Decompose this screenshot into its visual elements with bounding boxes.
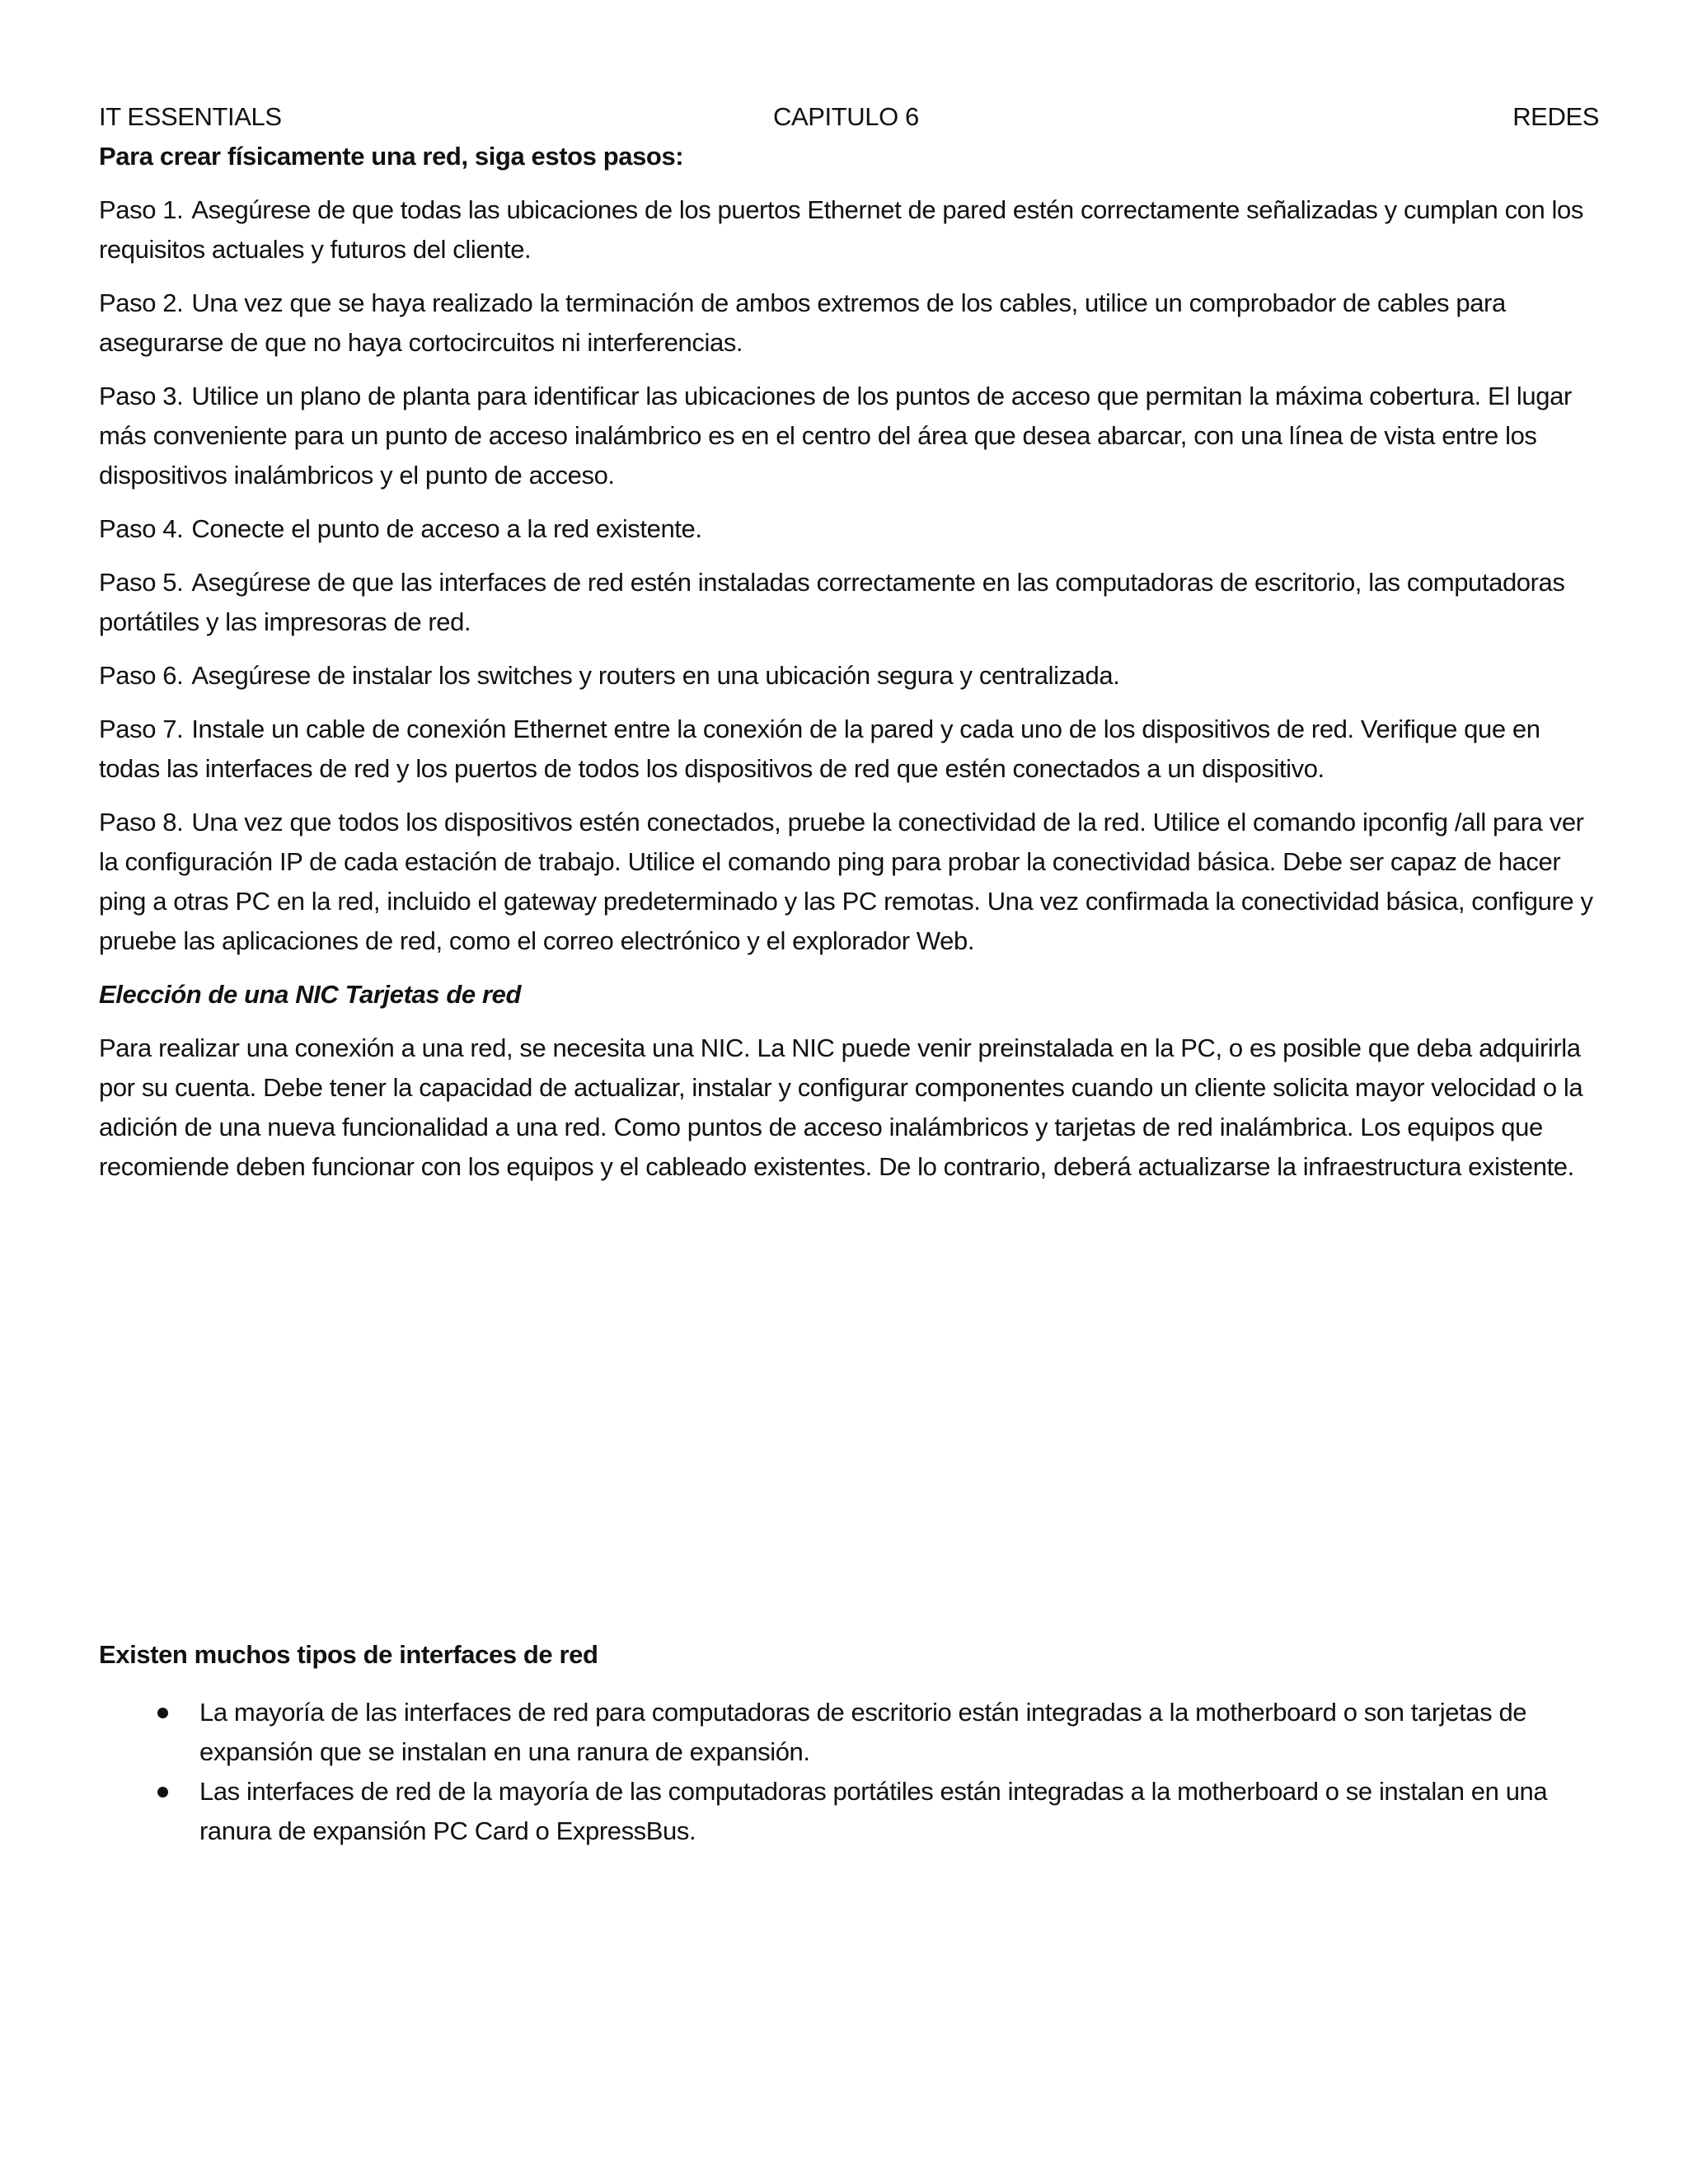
header-chapter: CAPITULO 6 [773,102,919,131]
header-topic: REDES [1512,102,1599,131]
step-text: Una vez que todos los dispositivos estén conectados, pruebe la conectividad de la red. Utilice el comando ipconfig /all para ver la configuración IP de cada estación de trabajo. Utilice el comando ping para probar la conectividad básica. Debe ser capaz de hacer ping a otras PC en la red, incluido el gateway predeterminado y las PC remotas. Una vez confirmada la conectividad básica, configure y pruebe las aplicaciones de red, como el correo electrónico y el explorador Web. [99,808,1593,955]
step-text: Asegúrese de instalar los switches y routers en una ubicación segura y centralizada. [191,661,1120,690]
step-text: Utilice un plano de planta para identificar las ubicaciones de los puntos de acceso que permitan la máxima cobertura. El lugar más conveniente para un punto de acceso inalámbrico es en el centro del área que desea abarcar, con una línea de vista entre los dispositivos inalámbricos y el punto de acceso. [99,382,1572,490]
nic-heading: Elección de una NIC Tarjetas de red [99,980,522,1009]
list-item-text: La mayoría de las interfaces de red para computadoras de escritorio están integradas a la motherboard o son tarjetas de expansión que se instalan en una ranura de expansión. [199,1698,1527,1766]
step-label: Paso 8. [99,808,184,837]
list-item [99,1693,1599,1772]
step-label: Paso 6. [99,661,184,690]
document-page [99,97,1599,1851]
step-text: Una vez que se haya realizado la terminación de ambos extremos de los cables, utilice un comprobador de cables para asegurarse de que no haya cortocircuitos ni interferencias. [99,288,1506,357]
step-label: Paso 7. [99,715,184,743]
bullet-icon [157,1708,168,1718]
interfaces-heading: Existen muchos tipos de interfaces de red [99,1640,598,1669]
step-label: Paso 5. [99,568,184,597]
step-paragraph [99,710,1599,789]
steps-heading: Para crear físicamente una red, siga estos pasos: [99,142,684,171]
interfaces-list [99,1693,1599,1851]
list-item [99,1772,1599,1851]
step-label: Paso 4. [99,514,184,543]
list-item-text: Las interfaces de red de la mayoría de las computadoras portátiles están integradas a la motherboard o se instalan en una ranura de expansión PC Card o ExpressBus. [199,1777,1548,1845]
step-label: Paso 1. [99,195,184,224]
nic-paragraph: Para realizar una conexión a una red, se necesita una NIC. La NIC puede venir preinstalada en la PC, o es posible que deba adquirirla por su cuenta. Debe tener la capacidad de actualizar, instalar y configurar componentes cuando un cliente solicita mayor velocidad o la adición de una nueva funcionalidad a una red. Como puntos de acceso inalámbricos y tarjetas de red inalámbrica. Los equipos que recomiende deben funcionar con los equipos y el cableado existentes. De lo contrario, deberá actualizarse la infraestructura existente. [99,1033,1583,1181]
step-text: Asegúrese de que las interfaces de red estén instaladas correctamente en las computadoras de escritorio, las computadoras portátiles y las impresoras de red. [99,568,1565,636]
step-paragraph [99,509,1599,549]
step-paragraph [99,190,1599,269]
step-paragraph [99,377,1599,495]
step-text: Instale un cable de conexión Ethernet entre la conexión de la pared y cada uno de los dispositivos de red. Verifique que en todas las interfaces de red y los puertos de todos los dispositivos de red que estén conectados a un dispositivo. [99,715,1540,783]
step-label: Paso 3. [99,382,184,410]
header-course: IT ESSENTIALS [99,102,282,131]
step-label: Paso 2. [99,288,184,317]
step-paragraph [99,803,1599,961]
bullet-icon [157,1787,168,1797]
step-paragraph [99,656,1599,696]
step-text: Asegúrese de que todas las ubicaciones de los puertos Ethernet de pared estén correctamente señalizadas y cumplan con los requisitos actuales y futuros del cliente. [99,195,1583,264]
page-header [99,97,1599,137]
step-text: Conecte el punto de acceso a la red existente. [191,514,702,543]
step-paragraph [99,284,1599,363]
step-paragraph [99,563,1599,642]
blank-space [99,1201,1599,1635]
